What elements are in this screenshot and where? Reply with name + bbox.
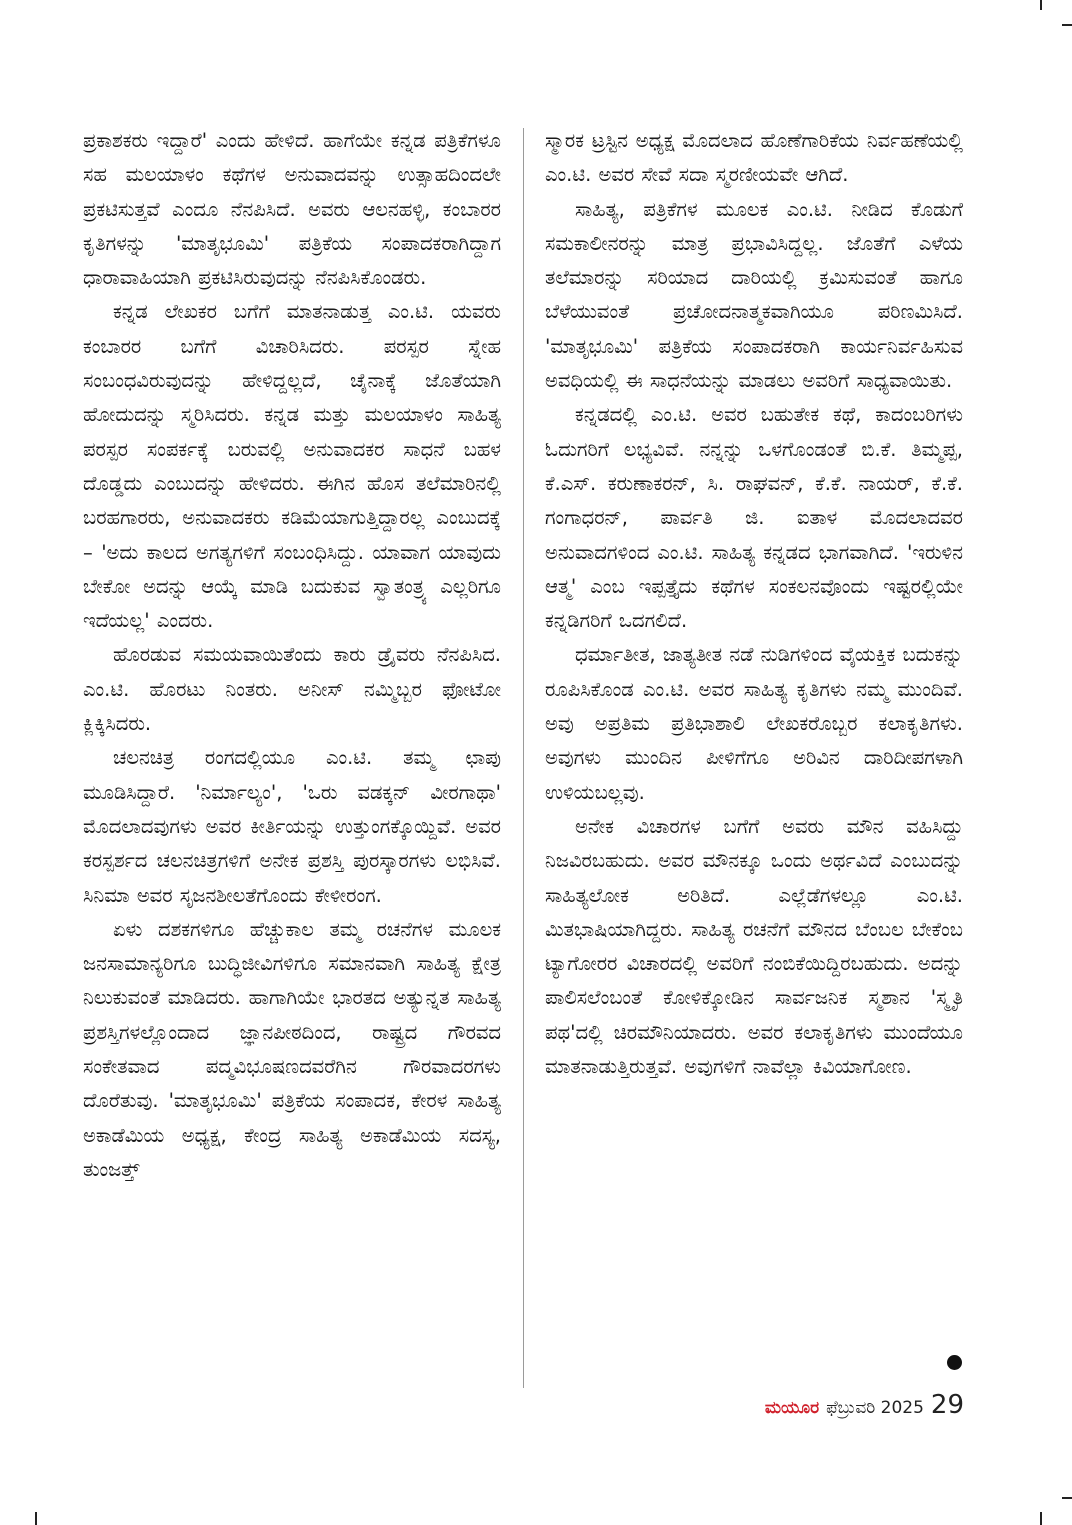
paragraph: ಅನೇಕ ವಿಚಾರಗಳ ಬಗೆಗೆ ಅವರು ಮೌನ ವಹಿಸಿದ್ದು ನಿಜವಿರಬಹುದು. ಅವರ ಮೌನಕ್ಕೂ ಒಂದು ಅರ್ಥವಿದೆ ಎಂಬುದನ್ನು ಸಾಹಿತ್ಯಲೋಕ ಅರಿತಿದೆ. ಎಲ್ಲೆಡೆಗಳಲ್ಲೂ ಎಂ.ಟಿ. ಮಿತಭಾಷಿಯಾಗಿದ್ದರು. ಸಾಹಿತ್ಯ ರಚನೆಗೆ ಮೌನದ ಬೆಂಬಲ ಬೇಕೆಂಬ ಟ್ಯಾಗೋರರ ವಿಚಾರದಲ್ಲಿ ಅವರಿಗೆ ನಂಬಿಕೆಯಿದ್ದಿರಬಹುದು. ಅದನ್ನು ಪಾಲಿಸಲೆಂಬಂತೆ ಕೋಳಿಕ್ಕೋಡಿನ ಸಾರ್ವಜನಿಕ ಸ್ಮಶಾನ 'ಸ್ಮೃತಿ ಪಥ'ದಲ್ಲಿ ಚಿರಮೌನಿಯಾದರು. ಅವರ ಕಲಾಕೃತಿಗಳು ಮುಂದೆಯೂ ಮಾತನಾಡುತ್ತಿರುತ್ತವೆ. ಅವುಗಳಿಗೆ ನಾವೆಲ್ಲಾ ಕಿವಿಯಾಗೋಣ. bbox=[545, 814, 963, 1079]
paragraph: ಸಾಹಿತ್ಯ, ಪತ್ರಿಕೆಗಳ ಮೂಲಕ ಎಂ.ಟಿ. ನೀಡಿದ ಕೊಡುಗೆ ಸಮಕಾಲೀನರನ್ನು ಮಾತ್ರ ಪ್ರಭಾವಿಸಿದ್ದಲ್ಲ. ಜೊತೆಗೆ ಎಳೆಯ ತಲೆಮಾರನ್ನು ಸರಿಯಾದ ದಾರಿಯಲ್ಲಿ ಕ್ರಮಿಸುವಂತೆ ಹಾಗೂ ಬೆಳೆಯುವಂತೆ ಪ್ರಚೋದನಾತ್ಮಕವಾಗಿಯೂ ಪರಿಣಮಿಸಿದೆ. 'ಮಾತೃಭೂಮಿ' ಪತ್ರಿಕೆಯ ಸಂಪಾದಕರಾಗಿ ಕಾರ್ಯನಿರ್ವಹಿಸುವ ಅವಧಿಯಲ್ಲಿ ಈ ಸಾಧನೆಯನ್ನು ಮಾಡಲು ಅವರಿಗೆ ಸಾಧ್ಯವಾಯಿತು. bbox=[545, 197, 963, 393]
crop-mark-bottom-left bbox=[35, 1512, 37, 1525]
issue-date: ಫೆಬ್ರುವರಿ 2025 bbox=[826, 1398, 924, 1418]
article-right-column bbox=[545, 124, 963, 1084]
paragraph: ಏಳು ದಶಕಗಳಿಗೂ ಹೆಚ್ಚುಕಾಲ ತಮ್ಮ ರಚನೆಗಳ ಮೂಲಕ ಜನಸಾಮಾನ್ಯರಿಗೂ ಬುದ್ಧಿಜೀವಿಗಳಿಗೂ ಸಮಾನವಾಗಿ ಸಾಹಿತ್ಯ ಕ್ಷೇತ್ರ ನಿಲುಕುವಂತೆ ಮಾಡಿದರು. ಹಾಗಾಗಿಯೇ ಭಾರತದ ಅತ್ಯುನ್ನತ ಸಾಹಿತ್ಯ ಪ್ರಶಸ್ತಿಗಳಲ್ಲೊಂದಾದ ಜ್ಞಾನಪೀಠದಿಂದ, ರಾಷ್ಟ್ರದ ಗೌರವದ ಸಂಕೇತವಾದ ಪದ್ಮವಿಭೂಷಣದವರೆಗಿನ ಗೌರವಾದರಗಳು ದೊರೆತುವು. 'ಮಾತೃಭೂಮಿ' ಪತ್ರಿಕೆಯ ಸಂಪಾದಕ, ಕೇರಳ ಸಾಹಿತ್ಯ ಅಕಾಡೆಮಿಯ ಅಧ್ಯಕ್ಷ, ಕೇಂದ್ರ ಸಾಹಿತ್ಯ ಅಕಾಡೆಮಿಯ ಸದಸ್ಯ, ತುಂಜತ್ತ್ bbox=[83, 917, 501, 1181]
article-left-column bbox=[83, 124, 501, 1187]
crop-mark-top-right-side bbox=[1062, 24, 1072, 26]
paragraph: ಕನ್ನಡದಲ್ಲಿ ಎಂ.ಟಿ. ಅವರ ಬಹುತೇಕ ಕಥೆ, ಕಾದಂಬರಿಗಳು ಓದುಗರಿಗೆ ಲಭ್ಯವಿವೆ. ನನ್ನನ್ನು ಒಳಗೊಂಡಂತೆ ಬಿ.ಕೆ. ತಿಮ್ಮಪ್ಪ, ಕೆ.ಎಸ್. ಕರುಣಾಕರನ್, ಸಿ. ರಾಘವನ್, ಕೆ.ಕೆ. ನಾಯರ್, ಕೆ.ಕೆ. ಗಂಗಾಧರನ್, ಪಾರ್ವತಿ ಜಿ. ಐತಾಳ ಮೊದಲಾದವರ ಅನುವಾದಗಳಿಂದ ಎಂ.ಟಿ. ಸಾಹಿತ್ಯ ಕನ್ನಡದ ಭಾಗವಾಗಿದೆ. 'ಇರುಳಿನ ಆತ್ಮ' ಎಂಬ ಇಪ್ಪತ್ತೈದು ಕಥೆಗಳ ಸಂಕಲನವೊಂದು ಇಷ್ಟರಲ್ಲಿಯೇ ಕನ್ನಡಿಗರಿಗೆ ಒದಗಲಿದೆ. bbox=[545, 403, 963, 633]
paragraph: ಧರ್ಮಾತೀತ, ಜಾತ್ಯತೀತ ನಡೆ ನುಡಿಗಳಿಂದ ವೈಯಕ್ತಿಕ ಬದುಕನ್ನು ರೂಪಿಸಿಕೊಂಡ ಎಂ.ಟಿ. ಅವರ ಸಾಹಿತ್ಯ ಕೃತಿಗಳು ನಮ್ಮ ಮುಂದಿವೆ. ಅವು ಅಪ್ರತಿಮ ಪ್ರತಿಭಾಶಾಲಿ ಲೇಖಕರೊಬ್ಬರ ಕಲಾಕೃತಿಗಳು. ಅವುಗಳು ಮುಂದಿನ ಪೀಳಿಗೆಗೂ ಅರಿವಿನ ದಾರಿದೀಪಗಳಾಗಿ ಉಳಿಯಬಲ್ಲವು. bbox=[545, 643, 963, 804]
magazine-logo: ಮಯೂರ bbox=[764, 1398, 820, 1418]
crop-mark-bottom-right-vertical bbox=[1040, 1512, 1042, 1525]
crop-mark-bottom-right bbox=[1062, 1497, 1072, 1499]
paragraph: ಪ್ರಕಾಶಕರು ಇದ್ದಾರೆ' ಎಂದು ಹೇಳಿದೆ. ಹಾಗೆಯೇ ಕನ್ನಡ ಪತ್ರಿಕೆಗಳೂ ಸಹ ಮಲಯಾಳಂ ಕಥೆಗಳ ಅನುವಾದವನ್ನು ಉತ್ಸಾಹದಿಂದಲೇ ಪ್ರಕಟಿಸುತ್ತವೆ ಎಂದೂ ನೆನಪಿಸಿದೆ. ಅವರು ಆಲನಹಳ್ಳಿ, ಕಂಬಾರರ ಕೃತಿಗಳನ್ನು 'ಮಾತೃಭೂಮಿ' ಪತ್ರಿಕೆಯ ಸಂಪಾದಕರಾಗಿದ್ದಾಗ ಧಾರಾವಾಹಿಯಾಗಿ ಪ್ರಕಟಿಸಿರುವುದನ್ನು ನೆನಪಿಸಿಕೊಂಡರು. bbox=[83, 129, 501, 290]
page-footer bbox=[765, 1390, 964, 1420]
column-divider bbox=[523, 128, 524, 1388]
paragraph: ಕನ್ನಡ ಲೇಖಕರ ಬಗೆಗೆ ಮಾತನಾಡುತ್ತ ಎಂ.ಟಿ. ಯವರು ಕಂಬಾರರ ಬಗೆಗೆ ವಿಚಾರಿಸಿದರು. ಪರಸ್ಪರ ಸ್ನೇಹ ಸಂಬಂಧವಿರುವುದನ್ನು ಹೇಳಿದ್ದಲ್ಲದೆ, ಚೈನಾಕ್ಕೆ ಜೊತೆಯಾಗಿ ಹೋದುದನ್ನು ಸ್ಮರಿಸಿದರು. ಕನ್ನಡ ಮತ್ತು ಮಲಯಾಳಂ ಸಾಹಿತ್ಯ ಪರಸ್ಪರ ಸಂಪರ್ಕಕ್ಕೆ ಬರುವಲ್ಲಿ ಅನುವಾದಕರ ಸಾಧನೆ ಬಹಳ ದೊಡ್ಡದು ಎಂಬುದನ್ನು ಹೇಳಿದರು. ಈಗಿನ ಹೊಸ ತಲೆಮಾರಿನಲ್ಲಿ ಬರಹಗಾರರು, ಅನುವಾದಕರು ಕಡಿಮೆಯಾಗುತ್ತಿದ್ದಾರಲ್ಲ ಎಂಬುದಕ್ಕೆ – 'ಅದು ಕಾಲದ ಅಗತ್ಯಗಳಿಗೆ ಸಂಬಂಧಿಸಿದ್ದು. ಯಾವಾಗ ಯಾವುದು ಬೇಕೋ ಅದನ್ನು ಆಯ್ಕೆ ಮಾಡಿ ಬದುಕುವ ಸ್ವಾತಂತ್ರ್ಯ ಎಲ್ಲರಿಗೂ ಇದೆಯಲ್ಲ' ಎಂದರು. bbox=[83, 300, 501, 633]
paragraph: ಹೊರಡುವ ಸಮಯವಾಯಿತೆಂದು ಕಾರು ಡ್ರೈವರು ನೆನಪಿಸಿದ. ಎಂ.ಟಿ. ಹೊರಟು ನಿಂತರು. ಅನೀಸ್ ನಮ್ಮಿಬ್ಬರ ಫೋಟೋ ಕ್ಲಿಕ್ಕಿಸಿದರು. bbox=[83, 643, 501, 736]
crop-mark-top-right bbox=[1040, 0, 1042, 10]
page-number: 29 bbox=[930, 1390, 964, 1420]
paragraph: ಚಲನಚಿತ್ರ ರಂಗದಲ್ಲಿಯೂ ಎಂ.ಟಿ. ತಮ್ಮ ಛಾಪು ಮೂಡಿಸಿದ್ದಾರೆ. 'ನಿರ್ಮಾಲ್ಯಂ', 'ಒರು ವಡಕ್ಕನ್ ವೀರಗಾಥಾ' ಮೊದಲಾದವುಗಳು ಅವರ ಕೀರ್ತಿಯನ್ನು ಉತ್ತುಂಗಕ್ಕೊಯ್ದಿವೆ. ಅವರ ಕರಸ್ಪರ್ಶದ ಚಲನಚಿತ್ರಗಳಿಗೆ ಅನೇಕ ಪ್ರಶಸ್ತಿ ಪುರಸ್ಕಾರಗಳು ಲಭಿಸಿವೆ. ಸಿನಿಮಾ ಅವರ ಸೃಜನಶೀಲತೆಗೊಂದು ಕೇಳೀರಂಗ. bbox=[83, 746, 501, 907]
article-end-bullet-icon bbox=[947, 1355, 962, 1370]
paragraph: ಸ್ಮಾರಕ ಟ್ರಸ್ಟಿನ ಅಧ್ಯಕ್ಷ ಮೊದಲಾದ ಹೊಣೆಗಾರಿಕೆಯ ನಿರ್ವಹಣೆಯಲ್ಲಿ ಎಂ.ಟಿ. ಅವರ ಸೇವೆ ಸದಾ ಸ್ಮರಣೀಯವೇ ಆಗಿದೆ. bbox=[545, 129, 963, 187]
